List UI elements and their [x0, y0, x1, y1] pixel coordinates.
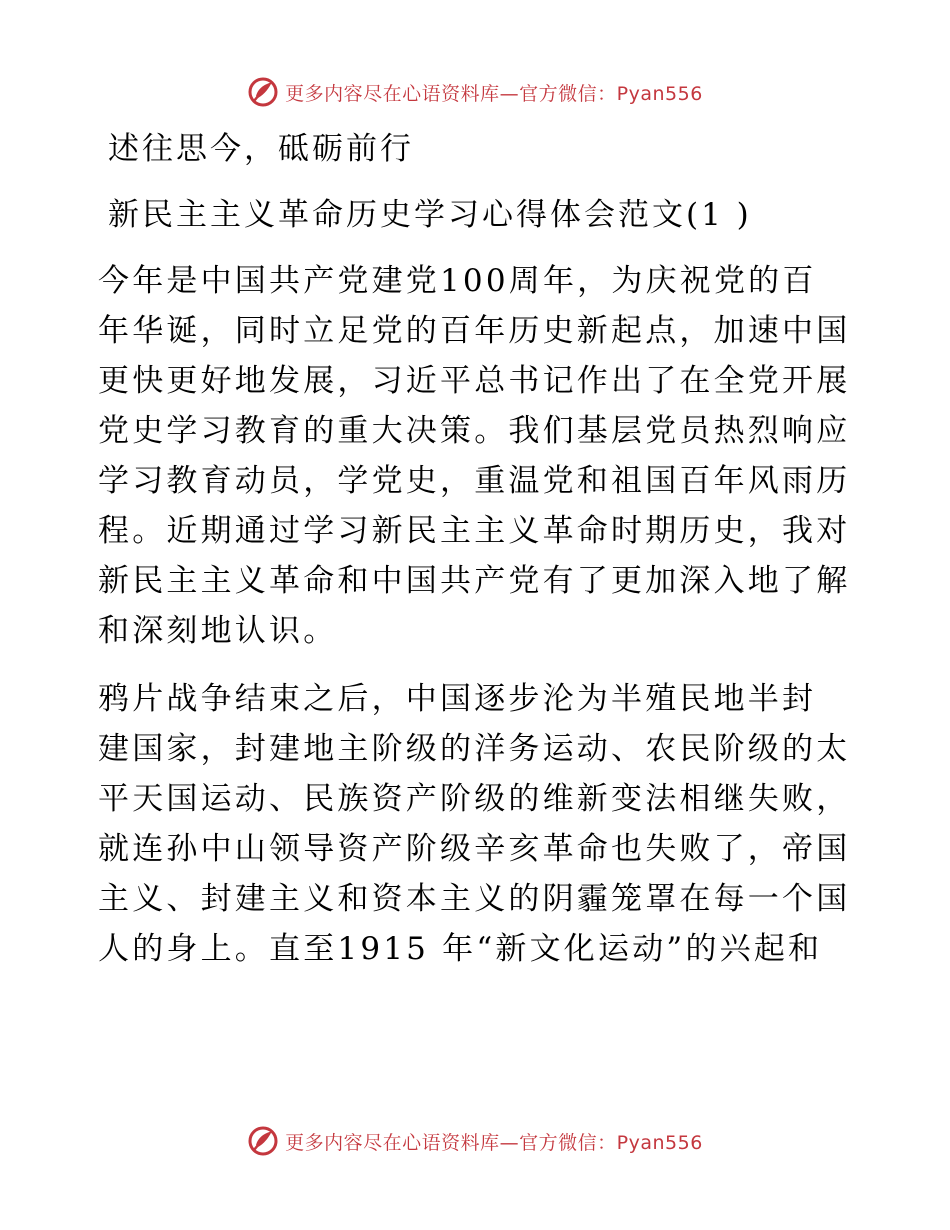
paragraph-line: 和深刻地认识。 — [98, 613, 338, 649]
paragraph-line: 鸦片战争结束之后，中国逐步沦为半殖民地半封 — [98, 681, 817, 717]
paragraph-line: 程。近期通过学习新民主主义革命时期历史，我对 — [98, 513, 850, 549]
document-body — [98, 124, 850, 974]
paragraph-line: 人的身上。直至1915 年“新文化运动”的兴起和 — [98, 931, 823, 967]
paragraph-line: 新民主主义革命和中国共产党有了更加深入地了解 — [98, 563, 850, 599]
paragraph-line: 更快更好地发展，习近平总书记作出了在全党开展 — [98, 363, 850, 399]
watermark-text — [285, 1128, 703, 1155]
document-title: 述往思今，砥砺前行 — [108, 131, 414, 167]
paragraph-line: 平天国运动、民族资产阶级的维新变法相继失败， — [98, 781, 850, 817]
paragraph-2 — [98, 674, 850, 974]
paragraph-line: 学习教育动员，学党史，重温党和祖国百年风雨历 — [98, 463, 850, 499]
watermark-group — [247, 76, 703, 108]
brand-logo-icon — [247, 76, 279, 108]
bottom-watermark-banner — [0, 1121, 950, 1161]
watermark-brand: 更多内容尽在心语资料库 — [285, 82, 500, 105]
top-watermark-banner — [0, 72, 950, 112]
paragraph-line: 主义、封建主义和资本主义的阴霾笼罩在每一个国 — [98, 881, 850, 917]
watermark-separator: — — [499, 82, 520, 105]
watermark-wechat: 官方微信：Pyan556 — [519, 82, 703, 105]
watermark-separator: — — [499, 1131, 520, 1154]
watermark-brand: 更多内容尽在心语资料库 — [285, 1131, 500, 1154]
paragraph-line: 年华诞，同时立足党的百年历史新起点，加速中国 — [98, 313, 850, 349]
watermark-wechat: 官方微信：Pyan556 — [519, 1131, 703, 1154]
paragraph-line: 今年是中国共产党建党100周年，为庆祝党的百 — [98, 263, 817, 299]
watermark-text — [285, 79, 703, 106]
paragraph-line: 就连孙中山领导资产阶级辛亥革命也失败了，帝国 — [98, 831, 850, 867]
document-subtitle: 新民主主义革命历史学习心得体会范文(1 ) — [108, 197, 752, 233]
paragraph-line: 建国家，封建地主阶级的洋务运动、农民阶级的太 — [98, 731, 850, 767]
paragraph-line: 党史学习教育的重大决策。我们基层党员热烈响应 — [98, 413, 850, 449]
brand-logo-icon — [247, 1125, 279, 1157]
watermark-group — [247, 1125, 703, 1157]
paragraph-1 — [98, 256, 850, 656]
